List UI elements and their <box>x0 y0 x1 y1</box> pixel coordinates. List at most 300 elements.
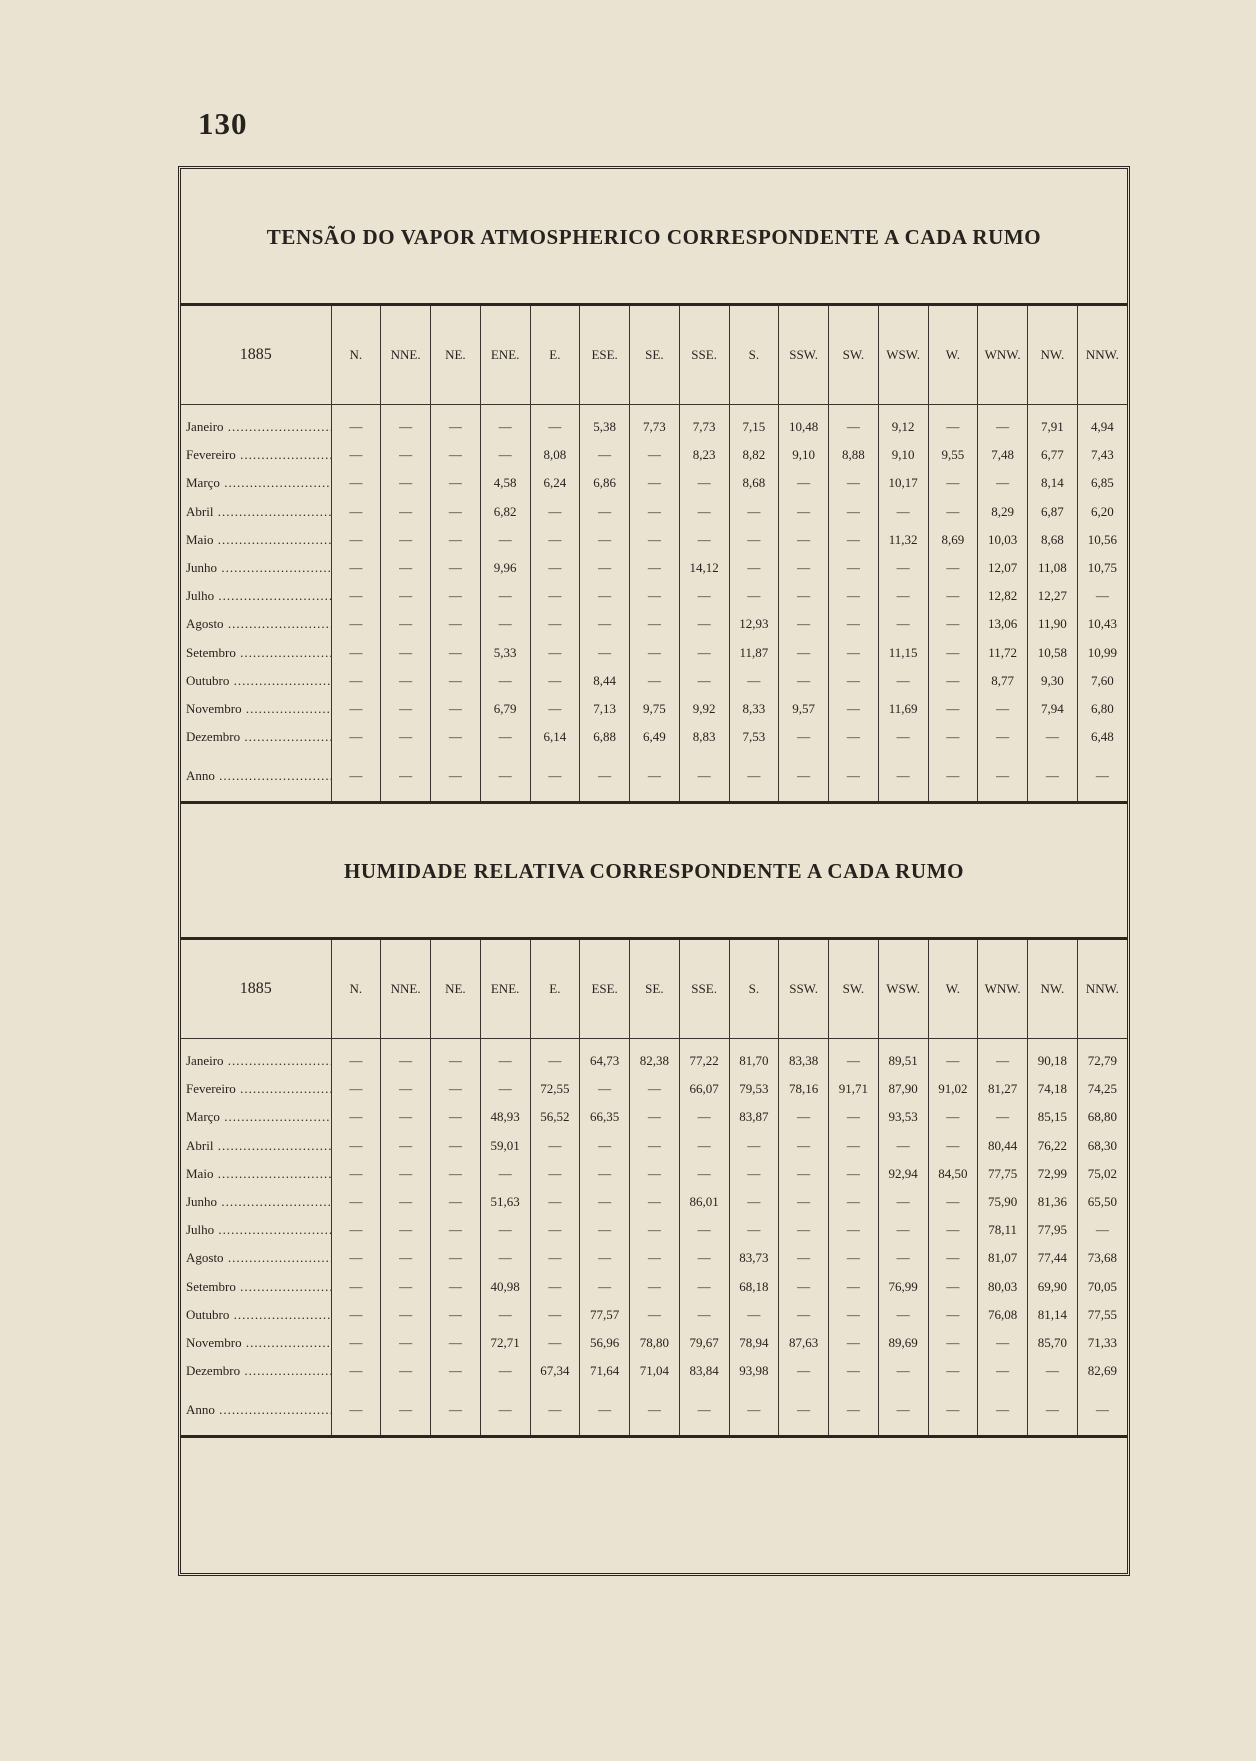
table-cell: 80,03 <box>978 1273 1028 1301</box>
table-cell: 48,93 <box>480 1103 530 1131</box>
month-name: Setembro <box>186 1278 236 1294</box>
table-row <box>181 639 1127 667</box>
month-label <box>181 751 331 803</box>
month-name: Março <box>186 1109 220 1125</box>
table-cell: — <box>381 1385 431 1437</box>
direction-header: SE. <box>630 939 680 1039</box>
table-cell: — <box>829 751 879 803</box>
table-cell: — <box>580 554 630 582</box>
table-cell: 56,96 <box>580 1329 630 1357</box>
table-cell: — <box>331 695 381 723</box>
month-name: Agosto <box>186 616 224 632</box>
table-cell: 7,73 <box>630 405 680 442</box>
month-name: Anno <box>186 1402 215 1418</box>
table-cell: — <box>381 1039 431 1076</box>
leader-dots <box>213 1166 331 1181</box>
table-cell: — <box>779 554 829 582</box>
table-cell: — <box>829 498 879 526</box>
table-cell: — <box>530 1160 580 1188</box>
table-cell: — <box>431 498 481 526</box>
leader-dots <box>242 1335 331 1350</box>
table-cell: — <box>331 1160 381 1188</box>
table-cell: 75,90 <box>978 1188 1028 1216</box>
table-cell: 9,10 <box>779 441 829 469</box>
table-cell: — <box>928 1216 978 1244</box>
table-cell: — <box>580 1188 630 1216</box>
table-cell: — <box>431 582 481 610</box>
table-cell: — <box>679 498 729 526</box>
table-cell: — <box>431 610 481 638</box>
month-name: Janeiro <box>186 419 224 435</box>
table-cell: 91,02 <box>928 1075 978 1103</box>
month-label <box>181 405 331 442</box>
table-cell: — <box>729 554 779 582</box>
table-cell: — <box>779 610 829 638</box>
table-cell: 9,75 <box>630 695 680 723</box>
direction-header: S. <box>729 939 779 1039</box>
table-cell: — <box>580 1385 630 1437</box>
table-cell: 11,08 <box>1028 554 1078 582</box>
table-cell: 84,50 <box>928 1160 978 1188</box>
table-cell: — <box>729 582 779 610</box>
table-cell: — <box>431 751 481 803</box>
table-cell: — <box>331 1216 381 1244</box>
table-cell: — <box>779 723 829 751</box>
month-name: Novembro <box>186 700 242 716</box>
table-cell: 83,38 <box>779 1039 829 1076</box>
table-cell: — <box>1077 582 1127 610</box>
table-cell: — <box>431 1075 481 1103</box>
month-label <box>181 1132 331 1160</box>
table-cell: — <box>729 498 779 526</box>
table-cell: — <box>381 1329 431 1357</box>
table-cell: — <box>580 441 630 469</box>
direction-header: ESE. <box>580 305 630 405</box>
table-cell: 67,34 <box>530 1357 580 1385</box>
table-cell: 7,91 <box>1028 405 1078 442</box>
table-cell: 11,72 <box>978 639 1028 667</box>
table-cell: — <box>530 667 580 695</box>
table-cell: 9,10 <box>878 441 928 469</box>
month-name: Junho <box>186 1194 218 1210</box>
table-cell: — <box>381 723 431 751</box>
leader-dots <box>224 419 331 434</box>
table-cell: — <box>331 1357 381 1385</box>
table-cell: — <box>530 1188 580 1216</box>
table-cell: — <box>580 639 630 667</box>
table-cell: — <box>331 498 381 526</box>
table-cell: — <box>779 751 829 803</box>
month-label <box>181 582 331 610</box>
table-cell: — <box>580 1160 630 1188</box>
table-cell: — <box>779 1244 829 1272</box>
table-cell: — <box>530 1039 580 1076</box>
table-cell: 85,70 <box>1028 1329 1078 1357</box>
table-cell: — <box>679 1103 729 1131</box>
table-cell: — <box>381 526 431 554</box>
table-row <box>181 405 1127 442</box>
month-name: Fevereiro <box>186 1081 236 1097</box>
table-cell: 10,99 <box>1077 639 1127 667</box>
table-cell: 12,07 <box>978 554 1028 582</box>
table-cell: — <box>679 751 729 803</box>
table-cell: — <box>829 1329 879 1357</box>
table-cell: 65,50 <box>1077 1188 1127 1216</box>
direction-header: WSW. <box>878 305 928 405</box>
month-label <box>181 469 331 497</box>
table-cell: 71,64 <box>580 1357 630 1385</box>
table-cell: 6,14 <box>530 723 580 751</box>
table-cell: — <box>381 405 431 442</box>
table-cell: 6,20 <box>1077 498 1127 526</box>
table-cell: 11,15 <box>878 639 928 667</box>
table-cell: 77,57 <box>580 1301 630 1329</box>
month-label <box>181 526 331 554</box>
month-name: Setembro <box>186 644 236 660</box>
table-cell: — <box>630 1075 680 1103</box>
direction-header: NW. <box>1028 305 1078 405</box>
table-cell: — <box>1077 1216 1127 1244</box>
table-cell: 6,86 <box>580 469 630 497</box>
table-cell: 59,01 <box>480 1132 530 1160</box>
leader-dots <box>236 645 331 660</box>
table-cell: 64,73 <box>580 1039 630 1076</box>
table-cell: — <box>1077 1385 1127 1437</box>
table-cell: 6,87 <box>1028 498 1078 526</box>
relative-humidity-table <box>181 937 1127 1438</box>
table-cell: — <box>381 554 431 582</box>
table-cell: 71,04 <box>630 1357 680 1385</box>
table-cell: 83,87 <box>729 1103 779 1131</box>
table-cell: 68,80 <box>1077 1103 1127 1131</box>
table-cell: 6,82 <box>480 498 530 526</box>
table-cell: — <box>630 667 680 695</box>
table-cell: — <box>331 1103 381 1131</box>
table-row <box>181 1357 1127 1385</box>
table-cell: — <box>431 526 481 554</box>
leader-dots <box>236 1279 331 1294</box>
table-cell: 6,79 <box>480 695 530 723</box>
table-cell: — <box>580 498 630 526</box>
table-cell: — <box>630 1385 680 1437</box>
leader-dots <box>229 673 331 688</box>
table-cell: 82,38 <box>630 1039 680 1076</box>
table-cell: — <box>878 1385 928 1437</box>
table-cell: 66,35 <box>580 1103 630 1131</box>
table-cell: — <box>381 582 431 610</box>
leader-dots <box>240 1363 331 1378</box>
table-cell: — <box>381 1357 431 1385</box>
leader-dots <box>214 588 331 603</box>
table-cell: — <box>431 441 481 469</box>
table-cell: — <box>480 610 530 638</box>
table-cell: — <box>530 1132 580 1160</box>
table-cell: — <box>580 751 630 803</box>
table-cell: — <box>331 582 381 610</box>
table-cell: 10,75 <box>1077 554 1127 582</box>
table-cell: 6,49 <box>630 723 680 751</box>
table-cell: — <box>331 639 381 667</box>
table-cell: — <box>729 526 779 554</box>
table-cell: 8,88 <box>829 441 879 469</box>
month-label <box>181 1103 331 1131</box>
table-cell: — <box>878 723 928 751</box>
leader-dots <box>224 1250 331 1265</box>
month-name: Maio <box>186 531 214 547</box>
table-cell: — <box>431 1132 481 1160</box>
table-cell: — <box>381 498 431 526</box>
table-cell: — <box>630 1188 680 1216</box>
table-cell: — <box>1028 751 1078 803</box>
leader-dots <box>217 560 331 575</box>
table-cell: — <box>630 1103 680 1131</box>
table-cell: — <box>331 723 381 751</box>
direction-header: ENE. <box>480 305 530 405</box>
table-cell: — <box>630 1273 680 1301</box>
table-cell: — <box>580 1075 630 1103</box>
table-cell: — <box>480 1216 530 1244</box>
table-cell: 7,13 <box>580 695 630 723</box>
tables-frame <box>178 166 1130 1576</box>
table-cell: — <box>829 1357 879 1385</box>
table-cell: 69,90 <box>1028 1273 1078 1301</box>
table-cell: — <box>630 469 680 497</box>
table-cell: 71,33 <box>1077 1329 1127 1357</box>
table-cell: — <box>480 667 530 695</box>
table-cell: 5,33 <box>480 639 530 667</box>
table-cell: 76,22 <box>1028 1132 1078 1160</box>
table-cell: 83,73 <box>729 1244 779 1272</box>
table-cell: — <box>381 1216 431 1244</box>
table-row <box>181 526 1127 554</box>
table-cell: — <box>679 1160 729 1188</box>
table-cell: 51,63 <box>480 1188 530 1216</box>
table-cell: 93,53 <box>878 1103 928 1131</box>
month-label <box>181 1160 331 1188</box>
table-cell: — <box>829 667 879 695</box>
table-cell: — <box>580 1273 630 1301</box>
table-cell: 81,07 <box>978 1244 1028 1272</box>
table-cell: — <box>978 1357 1028 1385</box>
table-cell: 78,94 <box>729 1329 779 1357</box>
table-cell: — <box>431 1188 481 1216</box>
table-cell: 90,18 <box>1028 1039 1078 1076</box>
table-cell: — <box>928 1103 978 1131</box>
table-cell: — <box>829 1385 879 1437</box>
direction-header: WNW. <box>978 939 1028 1039</box>
table-row <box>181 1244 1127 1272</box>
table-cell: — <box>480 1301 530 1329</box>
month-label <box>181 695 331 723</box>
table-cell: — <box>729 1160 779 1188</box>
table-cell: — <box>630 582 680 610</box>
table-cell: — <box>779 469 829 497</box>
direction-header: W. <box>928 305 978 405</box>
table-cell: — <box>431 667 481 695</box>
table-cell: — <box>381 1244 431 1272</box>
table-cell: 72,79 <box>1077 1039 1127 1076</box>
direction-header: NNW. <box>1077 939 1127 1039</box>
table-cell: 75,02 <box>1077 1160 1127 1188</box>
table-cell: — <box>829 723 879 751</box>
table-cell: — <box>331 1329 381 1357</box>
direction-header: N. <box>331 939 381 1039</box>
table-cell: — <box>928 751 978 803</box>
leader-dots <box>215 1402 331 1417</box>
month-name: Julho <box>186 1222 215 1238</box>
table-row <box>181 1216 1127 1244</box>
table-cell: — <box>381 695 431 723</box>
table-cell: — <box>1028 723 1078 751</box>
table-cell: — <box>630 1301 680 1329</box>
table-cell: 11,87 <box>729 639 779 667</box>
table-cell: — <box>1028 1385 1078 1437</box>
table-cell: 79,67 <box>679 1329 729 1357</box>
table-cell: 81,27 <box>978 1075 1028 1103</box>
table-cell: — <box>431 1103 481 1131</box>
table-cell: — <box>381 639 431 667</box>
table-cell: 7,48 <box>978 441 1028 469</box>
table-cell: — <box>431 723 481 751</box>
table-cell: — <box>431 405 481 442</box>
table-cell: 8,82 <box>729 441 779 469</box>
header-row <box>181 305 1127 405</box>
table-cell: — <box>530 1216 580 1244</box>
direction-header: SW. <box>829 939 879 1039</box>
table-cell: — <box>331 441 381 469</box>
table-cell: — <box>381 469 431 497</box>
table-cell: — <box>431 1301 481 1329</box>
table-cell: 8,44 <box>580 667 630 695</box>
leader-dots <box>214 1222 331 1237</box>
table-row <box>181 469 1127 497</box>
direction-header: S. <box>729 305 779 405</box>
table-cell: 81,70 <box>729 1039 779 1076</box>
table-cell: — <box>679 1216 729 1244</box>
table-row <box>181 1188 1127 1216</box>
table-cell: 6,24 <box>530 469 580 497</box>
direction-header: NNE. <box>381 305 431 405</box>
table-cell: — <box>630 441 680 469</box>
table-cell: 7,73 <box>679 405 729 442</box>
table-row <box>181 1132 1127 1160</box>
table-cell: — <box>978 1329 1028 1357</box>
table-cell: — <box>829 1103 879 1131</box>
table-cell: 92,94 <box>878 1160 928 1188</box>
table-cell: — <box>878 1216 928 1244</box>
table-row <box>181 610 1127 638</box>
table-cell: — <box>679 667 729 695</box>
table-cell: — <box>331 751 381 803</box>
table-row <box>181 1385 1127 1437</box>
direction-header: NE. <box>431 305 481 405</box>
table-cell: — <box>679 639 729 667</box>
table-cell: 81,14 <box>1028 1301 1078 1329</box>
table-cell: 68,18 <box>729 1273 779 1301</box>
table-cell: — <box>530 1273 580 1301</box>
table-cell: 87,63 <box>779 1329 829 1357</box>
month-label <box>181 1039 331 1076</box>
direction-header: NNW. <box>1077 305 1127 405</box>
table-cell: 13,06 <box>978 610 1028 638</box>
month-label <box>181 1385 331 1437</box>
month-name: Abril <box>186 503 214 519</box>
table-cell: 93,98 <box>729 1357 779 1385</box>
table-cell: — <box>580 1132 630 1160</box>
direction-header: ENE. <box>480 939 530 1039</box>
table-cell: 82,69 <box>1077 1357 1127 1385</box>
leader-dots <box>236 1081 331 1096</box>
table-row <box>181 1103 1127 1131</box>
table-cell: — <box>679 1244 729 1272</box>
table-cell: 81,36 <box>1028 1188 1078 1216</box>
table-cell: 8,33 <box>729 695 779 723</box>
month-label <box>181 1188 331 1216</box>
table-cell: — <box>331 526 381 554</box>
month-label <box>181 639 331 667</box>
table-cell: 79,53 <box>729 1075 779 1103</box>
direction-header: SSW. <box>779 305 829 405</box>
table-cell: 77,55 <box>1077 1301 1127 1329</box>
table-cell: — <box>480 1244 530 1272</box>
table-cell: 8,69 <box>928 526 978 554</box>
table-cell: — <box>829 1216 879 1244</box>
table-cell: — <box>630 1244 680 1272</box>
table-cell: — <box>331 1132 381 1160</box>
table-cell: — <box>779 1385 829 1437</box>
table-cell: — <box>530 1329 580 1357</box>
table-cell: — <box>779 526 829 554</box>
page-number: 130 <box>198 106 248 141</box>
vapor-tension-table <box>181 303 1127 804</box>
month-label <box>181 723 331 751</box>
table-cell: 74,25 <box>1077 1075 1127 1103</box>
table-cell: — <box>878 1188 928 1216</box>
table-cell: — <box>729 1385 779 1437</box>
direction-header: WNW. <box>978 305 1028 405</box>
table-cell: — <box>381 1132 431 1160</box>
table-cell: — <box>928 639 978 667</box>
table-cell: — <box>779 1132 829 1160</box>
direction-header: NW. <box>1028 939 1078 1039</box>
month-label <box>181 667 331 695</box>
table-cell: — <box>829 639 879 667</box>
table-cell: — <box>829 582 879 610</box>
table-cell: — <box>928 695 978 723</box>
table-cell: 8,77 <box>978 667 1028 695</box>
table-cell: — <box>530 554 580 582</box>
table-cell: 7,94 <box>1028 695 1078 723</box>
table-cell: — <box>480 526 530 554</box>
table-cell: 9,30 <box>1028 667 1078 695</box>
table-cell: — <box>630 751 680 803</box>
table-cell: — <box>1077 751 1127 803</box>
table-cell: 9,96 <box>480 554 530 582</box>
leader-dots <box>229 1307 331 1322</box>
year-header: 1885 <box>181 305 331 405</box>
table-cell: — <box>729 667 779 695</box>
leader-dots <box>242 701 331 716</box>
month-name: Anno <box>186 768 215 784</box>
table-cell: — <box>630 526 680 554</box>
table-cell: — <box>878 498 928 526</box>
table-cell: 80,44 <box>978 1132 1028 1160</box>
table-cell: — <box>630 498 680 526</box>
table-cell: 8,29 <box>978 498 1028 526</box>
table-cell: — <box>480 1385 530 1437</box>
table-cell: — <box>480 723 530 751</box>
table-cell: — <box>829 610 879 638</box>
